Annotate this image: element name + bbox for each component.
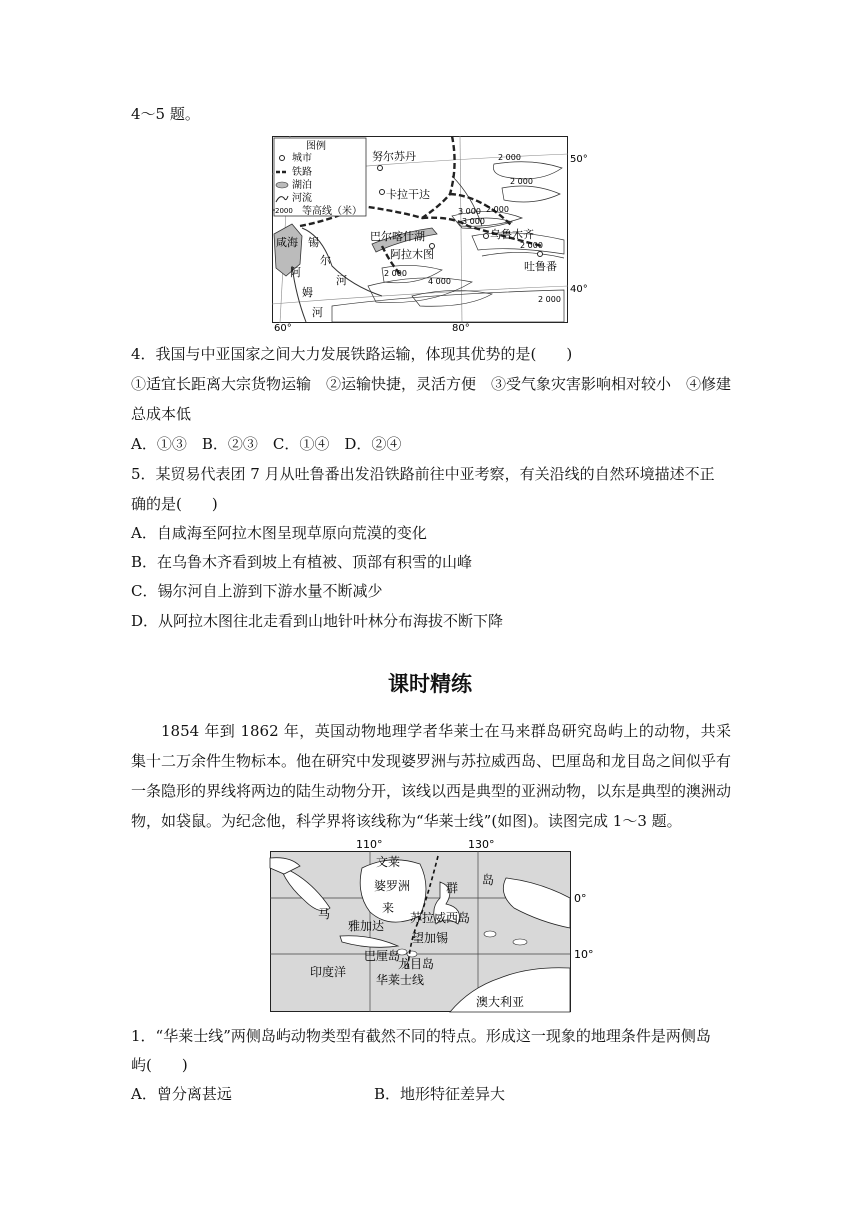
legend-river: 河流	[292, 193, 312, 204]
legend-lake: 湖泊	[292, 180, 312, 191]
q4-stem: 4．我国与中亚国家之间大力发展铁路运输，体现其优势的是( )	[131, 345, 573, 363]
q5-option-c: C．锡尔河自上游到下游水量不断减少	[131, 582, 383, 600]
lon-110: 110°	[356, 838, 383, 851]
q5-option-d: D．从阿拉木图往北走看到山地针叶林分布海拔不断下降	[131, 612, 504, 630]
contour-label: 3 000	[462, 217, 485, 226]
legend-contour-sample: 2000	[275, 207, 293, 215]
contour-label: 4 000	[428, 277, 451, 286]
label-bali: 巴厘岛	[364, 949, 401, 963]
contour-label: 2 000	[510, 177, 533, 186]
contour-label: 2 000	[520, 241, 543, 250]
contour-label: 2 000	[486, 205, 509, 214]
legend-railway: 铁路	[292, 167, 312, 178]
central-asia-railway-map	[272, 136, 588, 334]
lon-130: 130°	[468, 838, 495, 851]
label-amu-3: 河	[312, 306, 323, 319]
label-balkhash: 巴尔喀什湖	[370, 230, 425, 243]
label-syr-3: 河	[336, 274, 347, 287]
q5-stem-2: 确的是( )	[131, 495, 218, 513]
q1-option-a: A．曾分离甚远	[131, 1085, 232, 1103]
q5-option-b: B．在乌鲁木齐看到坡上有植被、顶部有积雪的山峰	[131, 553, 473, 571]
section-title: 课时精练	[388, 672, 472, 696]
label-urumqi: 乌鲁木齐	[490, 228, 534, 241]
q5-option-a: A．自咸海至阿拉木图呈现草原向荒漠的变化	[131, 524, 427, 542]
lat-10: 10°	[574, 948, 594, 961]
q4-choices-line2: 总成本低	[131, 405, 192, 423]
contour-label: 2 000	[498, 153, 521, 162]
passage: 1854 年到 1862 年，英国动物地理学者华莱士在马来群岛研究岛屿上的动物，共采集十二万余件生物标本。他在研究中发现婆罗洲与苏拉威西岛、巴厘岛和龙目岛之间似乎有一条隐形的界线将两边的陆生动物分开，该线以西是典型的亚洲动物，以东是典型的澳洲动物，如袋鼠。为纪念他，科学界将该线称为“华莱士线”(如图)。读图完成 1～3 题。	[131, 722, 732, 830]
legend-title: 图例	[306, 141, 326, 152]
q1-stem-2: 屿( )	[131, 1056, 188, 1074]
label-amu-1: 阿	[290, 266, 301, 279]
label-sulawesi: 苏拉威西岛	[410, 911, 471, 925]
label-wallace-line: 华莱士线	[376, 973, 425, 987]
label-brunei: 文莱	[376, 855, 401, 869]
label-lai: 来	[382, 901, 395, 915]
contour-label: 3 000	[458, 207, 481, 216]
q5-stem-1: 5．某贸易代表团 7 月从吐鲁番出发沿铁路前往中亚考察，有关沿线的自然环境描述不正	[131, 465, 715, 483]
label-karaganda: 卡拉干达	[386, 188, 430, 201]
label-syr-2: 尔	[320, 254, 331, 267]
q4-choices-line1: ①适宜长距离大宗货物运输 ②运输快捷，灵活方便 ③受气象灾害影响相对较小 ④修建	[131, 375, 732, 393]
label-aral: 咸海	[276, 236, 298, 249]
label-turpan: 吐鲁番	[524, 260, 557, 273]
label-syr-1: 锡	[308, 236, 319, 249]
lon-80: 80°	[452, 323, 470, 334]
label-amu-2: 姆	[302, 286, 313, 299]
q1-stem-1: 1．“华莱士线”两侧岛屿动物类型有截然不同的特点。形成这一现象的地理条件是两侧岛	[131, 1027, 711, 1045]
lon-60: 60°	[274, 323, 292, 334]
label-nursultan: 努尔苏丹	[372, 150, 416, 163]
lat-50: 50°	[570, 154, 588, 165]
label-indian-ocean: 印度洋	[310, 965, 347, 979]
contour-label: 2 000	[384, 269, 407, 278]
lat-40: 40°	[570, 284, 588, 295]
label-dao: 岛	[482, 873, 495, 887]
lat-0: 0°	[574, 892, 587, 905]
legend-contour: 等高线（米）	[302, 206, 362, 217]
label-jakarta: 雅加达	[348, 919, 385, 933]
q1-option-b: B．地形特征差异大	[374, 1085, 506, 1103]
label-almaty: 阿拉木图	[390, 248, 434, 261]
wallace-line-map	[270, 838, 600, 1014]
label-makassar: 望加锡	[412, 931, 449, 945]
label-lombok: 龙目岛	[398, 957, 435, 971]
label-qun: 群	[446, 881, 459, 895]
contour-label: 2 000	[538, 295, 561, 304]
label-ma: 马	[318, 907, 331, 921]
label-australia: 澳大利亚	[476, 995, 525, 1009]
q4-options: A．①③ B．②③ C．①④ D．②④	[131, 435, 402, 453]
legend-city: 城市	[292, 153, 312, 164]
label-borneo: 婆罗洲	[374, 879, 411, 893]
intro-line: 4～5 题。	[131, 105, 200, 123]
